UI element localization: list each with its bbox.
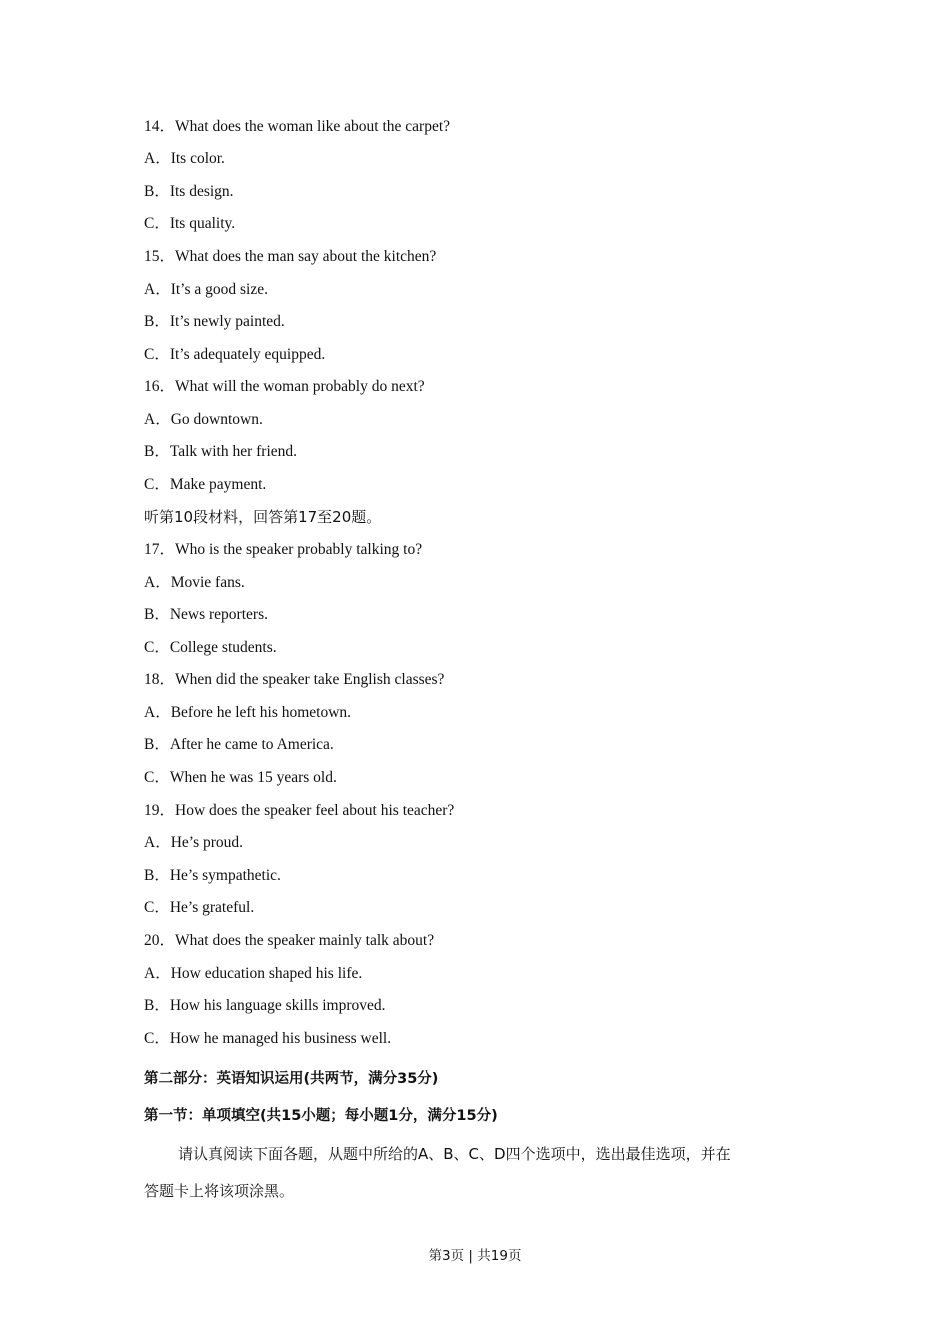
question-14: 14．What does the woman like about the carpet? bbox=[144, 118, 451, 135]
option-17a: A．Movie fans. bbox=[144, 574, 245, 591]
question-16: 16．What will the woman probably do next? bbox=[144, 378, 425, 395]
question-15: 15．What does the man say about the kitchen? bbox=[144, 248, 437, 265]
question-19: 19．How does the speaker feel about his teacher? bbox=[144, 802, 455, 819]
subsection-heading: 第一节：单项填空(共15小题；每小题1分，满分15分) bbox=[144, 1108, 498, 1124]
option-19b: B．He’s sympathetic. bbox=[144, 867, 281, 884]
listening-instruction: 听第10段材料，回答第17至20题。 bbox=[144, 508, 382, 526]
option-14a: A．Its color. bbox=[144, 150, 225, 167]
option-14b: B．Its design. bbox=[144, 183, 234, 200]
option-19a: A．He’s proud. bbox=[144, 834, 244, 851]
option-18a: A．Before he left his hometown. bbox=[144, 704, 352, 721]
option-20c: C．How he managed his business well. bbox=[144, 1030, 392, 1047]
option-16a: A．Go downtown. bbox=[144, 411, 263, 428]
option-19c: C．He’s grateful. bbox=[144, 899, 255, 916]
option-15b: B．It’s newly painted. bbox=[144, 313, 285, 330]
option-18c: C．When he was 15 years old. bbox=[144, 769, 337, 786]
option-18b: B．After he came to America. bbox=[144, 736, 334, 753]
option-15a: A．It’s a good size. bbox=[144, 281, 268, 298]
option-17b: B．News reporters. bbox=[144, 606, 268, 623]
option-17c: C．College students. bbox=[144, 639, 277, 656]
option-16b: B．Talk with her friend. bbox=[144, 443, 298, 460]
question-18: 18．When did the speaker take English classes? bbox=[144, 671, 445, 688]
page-footer: 第3页 | 共19页 bbox=[428, 1248, 522, 1264]
option-16c: C．Make payment. bbox=[144, 476, 267, 493]
instruction-line-1: 请认真阅读下面各题，从题中所给的A、B、C、D四个选项中，选出最佳选项，并在 bbox=[178, 1145, 731, 1163]
question-20: 20．What does the speaker mainly talk about? bbox=[144, 932, 435, 949]
section-heading: 第二部分：英语知识运用(共两节，满分35分) bbox=[144, 1071, 439, 1087]
option-15c: C．It’s adequately equipped. bbox=[144, 346, 326, 363]
instruction-line-2: 答题卡上将该项涂黑。 bbox=[144, 1182, 295, 1200]
option-14c: C．Its quality. bbox=[144, 215, 236, 232]
question-17: 17．Who is the speaker probably talking to? bbox=[144, 541, 423, 558]
option-20b: B．How his language skills improved. bbox=[144, 997, 386, 1014]
option-20a: A．How education shaped his life. bbox=[144, 965, 363, 982]
